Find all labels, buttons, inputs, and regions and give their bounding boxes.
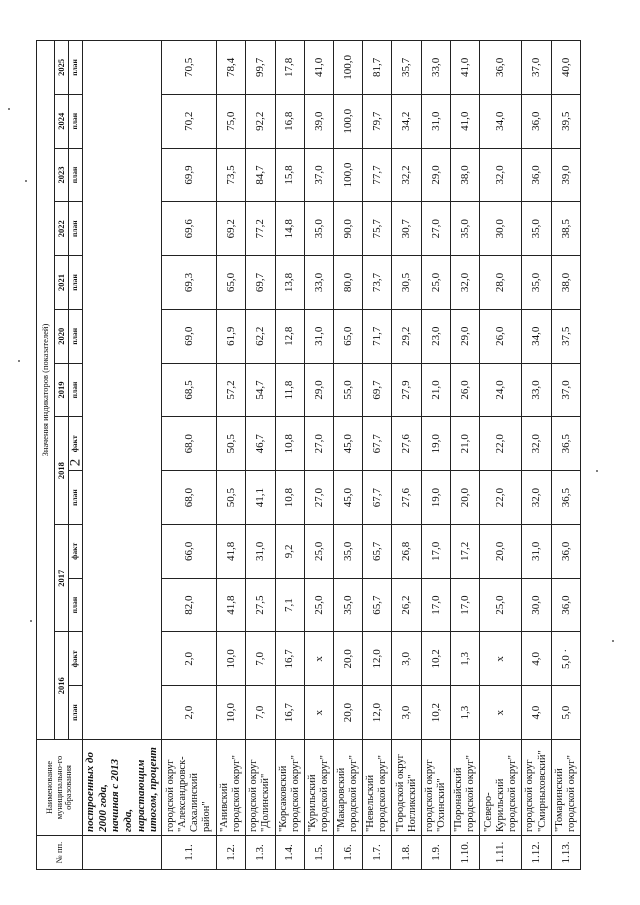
section-label: построенных до 2000 года, начиная с 2013 года, нарастающим итогом, процент (83, 740, 162, 836)
value-cell: 100,0 (334, 41, 363, 95)
value-cell: 27,5 (246, 578, 275, 632)
value-cell: 21,0 (450, 417, 479, 471)
value-cell: 16,7 (275, 686, 304, 740)
value-cell: 62,2 (246, 309, 275, 363)
value-cell: 65,0 (334, 309, 363, 363)
value-cell: 29,0 (421, 148, 450, 202)
value-cell: 39,0 (304, 94, 333, 148)
header-2016-fact: факт (69, 632, 83, 686)
value-cell: 27,0 (421, 202, 450, 256)
value-cell: 70,5 (161, 41, 216, 95)
value-cell: 33,0 (421, 41, 450, 95)
page-number: 2 (67, 458, 84, 467)
value-cell: 10,2 (421, 686, 450, 740)
municipality-name: городской округ "Охинский" (421, 740, 450, 836)
value-cell: 12,8 (275, 309, 304, 363)
value-cell: 29,0 (450, 309, 479, 363)
table-row (450, 41, 479, 870)
header-2018-fact: факт (69, 417, 83, 471)
value-cell: 41,1 (246, 471, 275, 525)
header-2020-plan: план (69, 309, 83, 363)
value-cell: 15,8 (275, 148, 304, 202)
value-cell: 35,0 (334, 578, 363, 632)
value-cell: 75,7 (363, 202, 392, 256)
value-cell: 26,0 (450, 363, 479, 417)
value-cell: 9,2 (275, 524, 304, 578)
value-cell: x (304, 686, 333, 740)
row-number: 1.6. (334, 836, 363, 870)
value-cell: 55,0 (334, 363, 363, 417)
header-name: Наименование муниципально-го образования (37, 740, 83, 836)
value-cell: 75,0 (217, 94, 246, 148)
value-cell: 45,0 (334, 471, 363, 525)
value-cell: 7,1 (275, 578, 304, 632)
value-cell: 25,0 (480, 578, 522, 632)
row-number: 1.7. (363, 836, 392, 870)
value-cell: 37,0 (304, 148, 333, 202)
value-cell: 36,0 (522, 148, 551, 202)
value-cell: 25,0 (421, 256, 450, 310)
value-cell: 41,8 (217, 578, 246, 632)
header-2017-plan: план (69, 578, 83, 632)
value-cell: 36,5 (551, 471, 580, 525)
value-cell: 34,2 (392, 94, 421, 148)
value-cell: 41,8 (217, 524, 246, 578)
value-cell: 20,0 (334, 632, 363, 686)
value-cell: 25,0 (304, 578, 333, 632)
value-cell: 7,0 (246, 632, 275, 686)
header-2019-plan: план (69, 363, 83, 417)
row-number: 1.11. (480, 836, 522, 870)
value-cell: 22,0 (480, 417, 522, 471)
value-cell: 35,7 (392, 41, 421, 95)
value-cell: 4,0 (522, 686, 551, 740)
value-cell: 69,7 (246, 256, 275, 310)
indicators-table (36, 40, 581, 870)
value-cell: 30,0 (522, 578, 551, 632)
value-cell: 27,0 (304, 471, 333, 525)
value-cell: 100,0 (334, 94, 363, 148)
header-year-2024: 2024 (55, 94, 69, 148)
value-cell: 31,0 (522, 524, 551, 578)
value-cell: 32,0 (522, 471, 551, 525)
table-row (161, 41, 216, 870)
scan-speck (18, 360, 20, 362)
table-row (246, 41, 275, 870)
scan-speck (30, 620, 32, 622)
scan-speck (8, 108, 10, 110)
value-cell: 38,0 (551, 256, 580, 310)
value-cell: x (480, 632, 522, 686)
value-cell: 24,0 (480, 363, 522, 417)
value-cell: 69,9 (161, 148, 216, 202)
header-year-2019: 2019 (55, 363, 69, 417)
value-cell: 73,7 (363, 256, 392, 310)
value-cell: 68,0 (161, 471, 216, 525)
value-cell: 16,8 (275, 94, 304, 148)
value-cell: 39,0 (551, 148, 580, 202)
value-cell: 41,0 (304, 41, 333, 95)
value-cell: 26,2 (392, 578, 421, 632)
value-cell: 69,2 (217, 202, 246, 256)
value-cell: 68,5 (161, 363, 216, 417)
section-empty-values (83, 41, 162, 740)
value-cell: 16,7 (275, 632, 304, 686)
value-cell: 35,0 (450, 202, 479, 256)
table-body (83, 41, 581, 870)
municipality-name: "Поронайский городской округ" (450, 740, 479, 836)
value-cell: 100,0 (334, 148, 363, 202)
value-cell: 35,0 (334, 524, 363, 578)
header-year-2017: 2017 (55, 524, 69, 632)
table-row (480, 41, 522, 870)
value-cell: 71,7 (363, 309, 392, 363)
value-cell: 41,0 (450, 41, 479, 95)
value-cell: 30,5 (392, 256, 421, 310)
value-cell: 27,6 (392, 417, 421, 471)
table-row (363, 41, 392, 870)
table-header (37, 41, 83, 870)
municipality-name: "Корсаковский городской округ" (275, 740, 304, 836)
value-cell: 66,0 (161, 524, 216, 578)
value-cell: 17,2 (450, 524, 479, 578)
value-cell: 17,8 (275, 41, 304, 95)
value-cell: 36,0 (480, 41, 522, 95)
value-cell: 4,0 (522, 632, 551, 686)
table-row (392, 41, 421, 870)
value-cell: 34,0 (522, 309, 551, 363)
value-cell: 36,0 (551, 524, 580, 578)
value-cell: 23,0 (421, 309, 450, 363)
municipality-name: "Курильский городской округ" (304, 740, 333, 836)
value-cell: 19,0 (421, 417, 450, 471)
row-number: 1.4. (275, 836, 304, 870)
rotated-table-container (36, 40, 581, 870)
value-cell: 37,0 (551, 363, 580, 417)
row-number: 1.12. (522, 836, 551, 870)
value-cell: 65,0 (217, 256, 246, 310)
header-2016-plan: план (69, 686, 83, 740)
value-cell: 35,0 (522, 256, 551, 310)
value-cell: 21,0 (421, 363, 450, 417)
value-cell: 69,3 (161, 256, 216, 310)
value-cell: 25,0 (304, 524, 333, 578)
value-cell: 37,0 (522, 41, 551, 95)
value-cell: 22,0 (480, 471, 522, 525)
value-cell: 50,5 (217, 417, 246, 471)
table-row (275, 41, 304, 870)
value-cell: 12,0 (363, 686, 392, 740)
value-cell: 99,7 (246, 41, 275, 95)
value-cell: 33,0 (304, 256, 333, 310)
value-cell: 54,7 (246, 363, 275, 417)
value-cell: 11,8 (275, 363, 304, 417)
value-cell: 82,0 (161, 578, 216, 632)
value-cell: 3,0 (392, 632, 421, 686)
value-cell: 10,8 (275, 471, 304, 525)
value-cell: 30,7 (392, 202, 421, 256)
value-cell: 32,0 (522, 417, 551, 471)
municipality-name: городской округ "Долинский" (246, 740, 275, 836)
value-cell: 81,7 (363, 41, 392, 95)
value-cell: 50,5 (217, 471, 246, 525)
value-cell: 68,0 (161, 417, 216, 471)
value-cell: 33,0 (522, 363, 551, 417)
value-cell: 10,0 (217, 686, 246, 740)
value-cell: 20,0 (450, 471, 479, 525)
value-cell: 30,0 (480, 202, 522, 256)
value-cell: 38,0 (450, 148, 479, 202)
row-number: 1.3. (246, 836, 275, 870)
value-cell: 13,8 (275, 256, 304, 310)
value-cell: 67,7 (363, 471, 392, 525)
header-year-2023: 2023 (55, 148, 69, 202)
table-row (522, 41, 551, 870)
table-row (217, 41, 246, 870)
header-year-2021: 2021 (55, 256, 69, 310)
value-cell: 2,0 (161, 632, 216, 686)
value-cell: 77,7 (363, 148, 392, 202)
value-cell: 31,0 (246, 524, 275, 578)
value-cell: 40,0 (551, 41, 580, 95)
section-row (83, 41, 162, 870)
value-cell: 36,5 (551, 417, 580, 471)
value-cell: 77,2 (246, 202, 275, 256)
header-2024-plan: план (69, 94, 83, 148)
value-cell: 26,8 (392, 524, 421, 578)
value-cell: 69,7 (363, 363, 392, 417)
scan-speck (596, 470, 598, 472)
header-2018-plan: план (69, 471, 83, 525)
value-cell: 20,0 (334, 686, 363, 740)
value-cell: 39,5 (551, 94, 580, 148)
value-cell: 29,0 (304, 363, 333, 417)
value-cell: 45,0 (334, 417, 363, 471)
value-cell: 35,0 (304, 202, 333, 256)
scan-speck (25, 180, 27, 182)
value-cell: 35,0 (522, 202, 551, 256)
header-year-2022: 2022 (55, 202, 69, 256)
value-cell: x (480, 686, 522, 740)
value-cell: 67,7 (363, 417, 392, 471)
value-cell: 65,7 (363, 524, 392, 578)
value-cell: 28,0 (480, 256, 522, 310)
value-cell: 78,4 (217, 41, 246, 95)
municipality-name: "Томаринский городской округ" (551, 740, 580, 836)
value-cell: 20,0 (480, 524, 522, 578)
value-cell: 84,7 (246, 148, 275, 202)
header-number: № пп. (37, 836, 83, 870)
value-cell: 73,5 (217, 148, 246, 202)
value-cell: x (304, 632, 333, 686)
municipality-name: "Невельский городской округ" (363, 740, 392, 836)
value-cell: 27,0 (304, 417, 333, 471)
value-cell: 38,5 (551, 202, 580, 256)
value-cell: 41,0 (450, 94, 479, 148)
header-2022-plan: план (69, 202, 83, 256)
table-row (421, 41, 450, 870)
value-cell: 65,7 (363, 578, 392, 632)
value-cell: 92,2 (246, 94, 275, 148)
header-2023-plan: план (69, 148, 83, 202)
value-cell: 32,0 (480, 148, 522, 202)
value-cell: 69,0 (161, 309, 216, 363)
value-cell: 31,0 (421, 94, 450, 148)
value-cell: 69,6 (161, 202, 216, 256)
value-cell: 1,3 (450, 632, 479, 686)
value-cell: 12,0 (363, 632, 392, 686)
value-cell: 17,0 (421, 524, 450, 578)
municipality-name: "Северо-Курильский городской округ" (480, 740, 522, 836)
value-cell: 31,0 (304, 309, 333, 363)
value-cell: 5,0 (551, 686, 580, 740)
header-year-2020: 2020 (55, 309, 69, 363)
value-cell: 80,0 (334, 256, 363, 310)
header-year-2018: 2018 (55, 417, 69, 525)
header-values-group: Значения индикаторов (показателей) (37, 41, 55, 740)
row-number: 1.9. (421, 836, 450, 870)
header-2021-plan: план (69, 256, 83, 310)
value-cell: 37,5 (551, 309, 580, 363)
section-empty-cell (83, 836, 162, 870)
table-row (551, 41, 580, 870)
municipality-name: "Анивский городской округ" (217, 740, 246, 836)
row-number: 1.10. (450, 836, 479, 870)
header-year-2025: 2025 (55, 41, 69, 95)
municipality-name: городской округ "Смирныховский" (522, 740, 551, 836)
value-cell: 32,2 (392, 148, 421, 202)
value-cell: 46,7 (246, 417, 275, 471)
row-number: 1.5. (304, 836, 333, 870)
row-number: 1.2. (217, 836, 246, 870)
value-cell: 57,2 (217, 363, 246, 417)
header-2017-fact: факт (69, 524, 83, 578)
value-cell: 27,9 (392, 363, 421, 417)
row-number: 1.13. (551, 836, 580, 870)
value-cell: 70,2 (161, 94, 216, 148)
value-cell: 29,2 (392, 309, 421, 363)
value-cell: 19,0 (421, 471, 450, 525)
value-cell: 26,0 (480, 309, 522, 363)
value-cell: 2,0 (161, 686, 216, 740)
value-cell: 27,6 (392, 471, 421, 525)
value-cell: 7,0 (246, 686, 275, 740)
value-cell: 1,3 (450, 686, 479, 740)
value-cell: 36,0 (522, 94, 551, 148)
value-cell: 79,7 (363, 94, 392, 148)
value-cell: 32,0 (450, 256, 479, 310)
value-cell: 5,0 · (551, 632, 580, 686)
value-cell: 34,0 (480, 94, 522, 148)
value-cell: 61,9 (217, 309, 246, 363)
value-cell: 3,0 (392, 686, 421, 740)
scan-speck (612, 640, 614, 642)
value-cell: 17,0 (421, 578, 450, 632)
municipality-name: "Городской округ Ногликский" (392, 740, 421, 836)
row-number: 1.8. (392, 836, 421, 870)
municipality-name: "Макаровский городской округ" (334, 740, 363, 836)
value-cell: 10,2 (421, 632, 450, 686)
value-cell: 17,0 (450, 578, 479, 632)
value-cell: 10,0 (217, 632, 246, 686)
value-cell: 90,0 (334, 202, 363, 256)
municipality-name: городской округ "Александровск-Сахалинский район" (161, 740, 216, 836)
row-number: 1.1. (161, 836, 216, 870)
table-row (304, 41, 333, 870)
header-year-2016: 2016 (55, 632, 69, 740)
header-2025-plan: план (69, 41, 83, 95)
value-cell: 10,8 (275, 417, 304, 471)
table-row (334, 41, 363, 870)
value-cell: 14,8 (275, 202, 304, 256)
value-cell: 36,0 (551, 578, 580, 632)
